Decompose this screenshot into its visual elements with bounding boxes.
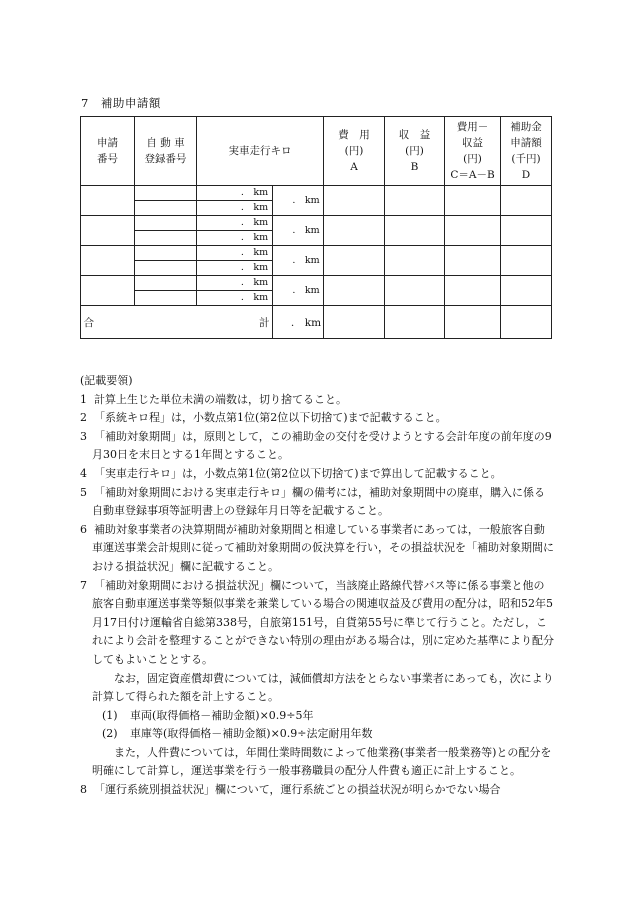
cell-vehicle-no [135, 201, 197, 216]
cell-km: . km [197, 231, 273, 246]
header-cost: 費 用 (円) A [324, 117, 385, 186]
cell-km: . km [197, 261, 273, 276]
cell-vehicle-no [135, 276, 197, 291]
note-item-2: 2 「系統キロ程」は，小数点第1位(第2位以下切捨て)まで記載すること。 [80, 411, 447, 425]
cell-app-no [81, 276, 135, 306]
cell-km: . km [197, 246, 273, 261]
cell-km-total: . km [273, 276, 324, 306]
note-item-1: 1 計算上生じた単位未満の端数は，切り捨てること。 [80, 392, 347, 406]
table-header-row [81, 117, 552, 186]
cell-vehicle-no [135, 186, 197, 201]
cell-km-total: . km [273, 186, 324, 216]
note-item-5: 5 「補助対象期間における実車走行キロ」欄の備考には，補助対象期間中の廃車，購入に係る自動車登録事項等証明書上の登録年月日等を記載すること。 [80, 485, 545, 518]
section-heading [81, 95, 161, 111]
note-paragraph-personnel: また，人件費については，年間仕業時間数によって他業務(事業者一般業務等)との配分を明確にして計算し，運送事業を行う一般事務職員の配分人件費も適正に計上すること。 [92, 745, 552, 778]
cell-vehicle-no [135, 291, 197, 306]
header-app-no: 申請 番号 [81, 117, 135, 186]
header-revenue: 収 益 (円) B [385, 117, 445, 186]
header-distance: 実車走行キロ [197, 117, 324, 186]
cell-vehicle-no [135, 231, 197, 246]
table-row [81, 246, 552, 261]
cell-km: . km [197, 276, 273, 291]
note-item-3: 3 「補助対象期間」は，原則として，この補助金の交付を受けようとする会計年度の前年度の9月30日を末日とする1年間とすること。 [80, 429, 552, 462]
cell-km-total: . km [273, 216, 324, 246]
note-item-7: 7 「補助対象期間における損益状況」欄について，当該廃止路線代替バス等に係る事業と他の旅客自動車運送事業等類似事業を兼業している場合の関連収益及び費用の配分は，昭和52年5月17日付け運輸省自総第338号，自旅第151号，自貨第55号に準じて行うこと。ただし，これにより会計を整理することができない特別の理由がある場合は，別に定めた基準により配分してもよいこととする。 [80, 578, 554, 666]
cell-km: . km [197, 216, 273, 231]
cell-km-total: . km [273, 246, 324, 276]
cell-app-no [81, 216, 135, 246]
cell-app-no [81, 186, 135, 216]
note-item-6: 6 補助対象事業者の決算期間が補助対象期間と相違している事業者にあっては，一般旅客自動車運送事業会計規則に従って補助対象期間の仮決算を行い，その損益状況を「補助対象期間における損益状況」欄に記載すること。 [80, 522, 554, 573]
cell-km: . km [197, 186, 273, 201]
cell-vehicle-no [135, 261, 197, 276]
header-diff: 費用－ 収益 (円) C＝A－B [445, 117, 501, 186]
total-row [81, 306, 552, 339]
total-label: 合 計 [81, 306, 273, 339]
section-title: 補助申請額 [100, 96, 161, 110]
subsidy-table [80, 116, 552, 339]
header-subsidy: 補助金 申請額 (千円) D [501, 117, 552, 186]
cell-km: . km [197, 201, 273, 216]
table-row [81, 276, 552, 291]
cell-app-no [81, 246, 135, 276]
note-item-4: 4 「実車走行キロ」は，小数点第1位(第2位以下切捨て)まで算出して記載すること。 [80, 466, 502, 480]
notes-section [80, 372, 555, 800]
table-row [81, 216, 552, 231]
header-vehicle-no: 自 動 車 登録番号 [135, 117, 197, 186]
formula-1: (1) 車両(取得価格－補助金額)×0.9÷5年 [102, 708, 314, 722]
formula-2: (2) 車庫等(取得価格－補助金額)×0.9÷法定耐用年数 [102, 727, 373, 741]
cell-vehicle-no [135, 246, 197, 261]
cell-vehicle-no [135, 216, 197, 231]
table-row [81, 186, 552, 201]
section-number: 7 [81, 96, 89, 110]
notes-heading: (記載要領) [80, 374, 133, 387]
cell-km: . km [197, 291, 273, 306]
note-paragraph-depreciation: なお，固定資産償却費については，減価償却方法をとらない事業者にあっても，次により計算して得られた額を計上すること。 [92, 671, 554, 704]
total-km: . km [273, 306, 324, 339]
note-item-8: 8 「運行系統別損益状況」欄について，運行系統ごとの損益状況が明らかでない場合 [80, 783, 501, 797]
